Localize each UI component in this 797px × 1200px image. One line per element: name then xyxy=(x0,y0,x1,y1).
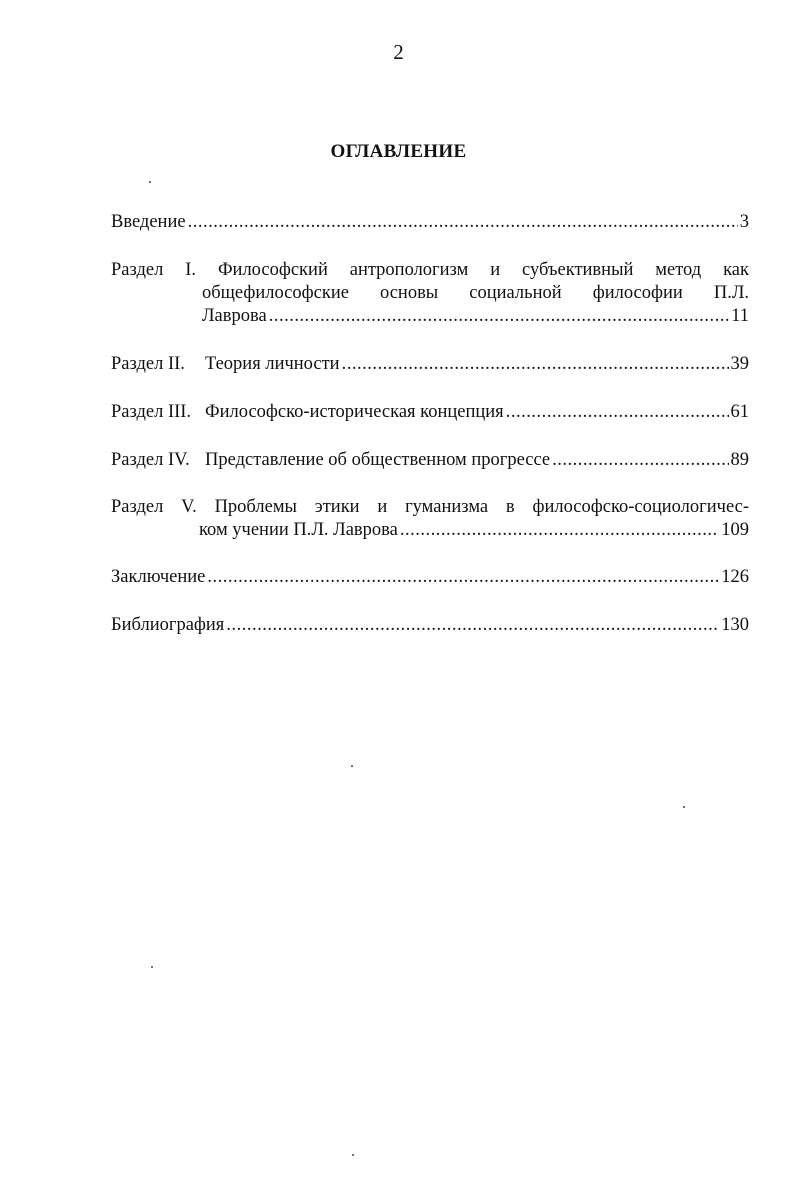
toc-entry-page: 89 xyxy=(730,450,749,470)
dot-leader xyxy=(342,353,729,376)
toc-entry-label: Раздел V. xyxy=(111,497,197,517)
page-number: 2 xyxy=(393,40,404,64)
page-title: ОГЛАВЛЕНИЕ xyxy=(330,141,467,162)
dot-leader xyxy=(207,566,719,589)
toc-entry-label: Заключение xyxy=(111,567,206,587)
toc-entry-page: 130 xyxy=(721,615,749,635)
scan-speck xyxy=(351,765,353,767)
toc-entry-section-3[interactable] xyxy=(111,401,749,424)
toc-entry-title-line-1: Проблемы этики и гуманизма в философско-социологичес- xyxy=(214,497,750,517)
toc-entry-title-line-2: общефилософские основы социальной философии П.Л. xyxy=(202,283,749,303)
dot-leader xyxy=(400,519,719,542)
dot-leader xyxy=(506,401,729,424)
toc-entry-conclusion[interactable] xyxy=(111,566,749,589)
toc-entry-introduction[interactable] xyxy=(111,211,749,234)
dot-leader xyxy=(188,211,738,234)
toc-entry-page: 11 xyxy=(731,306,749,326)
toc-entry-label: Введение xyxy=(111,212,186,232)
toc-entry-title-line-1: Философский антропологизм и субъективный метод как xyxy=(217,260,749,280)
toc-entry-bibliography[interactable] xyxy=(111,614,749,637)
scan-speck xyxy=(683,806,685,808)
toc-entry-page: 61 xyxy=(730,402,749,422)
toc-entry-label: Раздел IV. xyxy=(111,450,190,470)
toc-entry-label: Раздел I. xyxy=(111,260,197,280)
toc-entry-title: Философско-историческая концепция xyxy=(205,402,504,422)
toc-entry-label: Раздел II. xyxy=(111,354,185,374)
toc-entry-page: 126 xyxy=(721,567,749,587)
scan-speck xyxy=(149,181,151,183)
scan-speck xyxy=(151,966,153,968)
toc-entry-title: Теория личности xyxy=(205,354,340,374)
toc-entry-page: 3 xyxy=(739,212,749,232)
toc-entry-title: Представление об общественном прогрессе xyxy=(205,450,551,470)
dot-leader xyxy=(552,449,728,472)
toc-entry-label: Раздел III. xyxy=(111,402,192,422)
toc-entry-title-line-2: ком учении П.Л. Лаврова xyxy=(199,520,398,540)
dot-leader xyxy=(269,305,729,328)
toc-entry-page: 39 xyxy=(730,354,749,374)
scan-speck xyxy=(352,1154,354,1156)
toc-entry-label: Библиография xyxy=(111,615,225,635)
toc-entry-section-2[interactable] xyxy=(111,353,749,376)
toc-entry-page: 109 xyxy=(721,520,749,540)
dot-leader xyxy=(226,614,719,637)
toc-entry-section-5[interactable] xyxy=(111,496,749,542)
toc-entry-title-line-3: Лаврова xyxy=(202,306,267,326)
toc-entry-section-1[interactable] xyxy=(111,259,749,328)
toc-entry-section-4[interactable] xyxy=(111,449,749,472)
